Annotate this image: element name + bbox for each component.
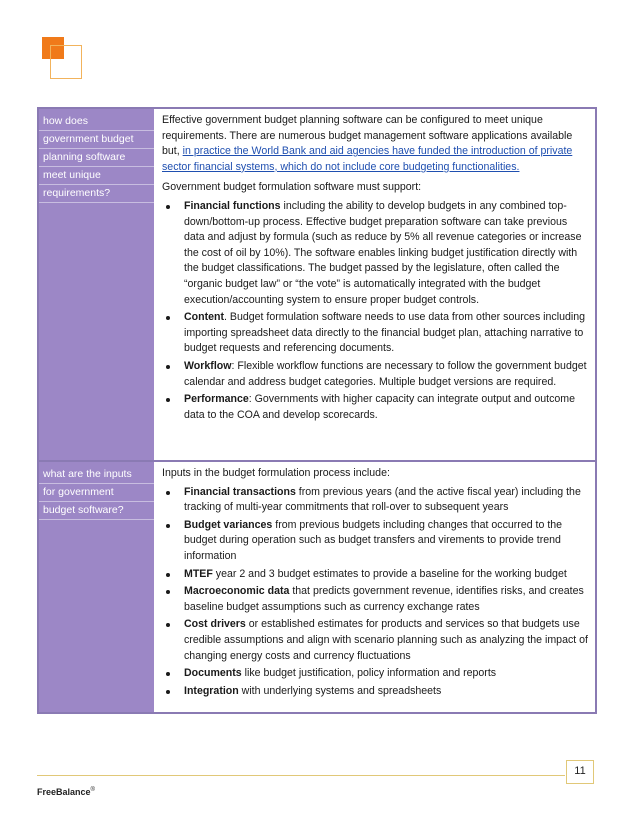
item-text: like budget justification, policy information and reports [241, 667, 497, 680]
content-table [37, 107, 597, 714]
table-row [39, 109, 595, 462]
inputs-list [162, 485, 588, 700]
registered-mark: ® [90, 787, 95, 793]
item-term: Budget variances [184, 518, 273, 531]
item-text: . Budget formulation software needs to use data from other sources including importing spreadsheet data directly to the financial budget plan, attaching narrative to budget requests and referencing documents. [184, 311, 585, 355]
bullet-icon [166, 398, 170, 402]
item-term: Integration [184, 684, 239, 697]
intro-text: Effective government budget planning software can be configured to meet unique requirements. There are numerous budget management software applications available but, [162, 114, 573, 158]
list-item [162, 518, 588, 565]
item-term: Financial functions [184, 199, 281, 212]
page-number: 11 [566, 760, 594, 784]
item-text: year 2 and 3 budget estimates to provide a baseline for the working budget [212, 567, 567, 580]
support-lead: Government budget formulation software must support: [162, 181, 422, 194]
item-term: Financial transactions [184, 485, 296, 498]
question-cell [39, 109, 154, 460]
question-cell [39, 462, 154, 712]
bullet-icon [166, 205, 170, 209]
list-item [162, 684, 588, 700]
question-text [39, 462, 154, 520]
bullet-icon [166, 524, 170, 528]
item-text: from previous years (and the active fiscal year) including the tracking of multi-year commitments that roll-over to subsequent years [184, 485, 581, 514]
answer-cell [156, 462, 595, 712]
bullet-icon [166, 690, 170, 694]
bullet-icon [166, 623, 170, 627]
item-text: including the ability to develop budgets in any combined top-down/bottom-up process. Effective budget preparation software can take previous data and adjust by formula (such as reduce by 5% all revenue categories or increase the cost of oil by 10%). The software enables linking budget justification directly with the budget classifications. The budget passed by the legislature, often called the “organic budget law” or “the vote” is automatically integrated with the budget execution/accounting system to ensure proper budget controls. [184, 199, 582, 306]
list-item [162, 567, 588, 583]
item-text: : Flexible workflow functions are necessary to follow the government budget calendar and address budget categories. Multiple budget versions are required. [184, 359, 587, 388]
item-text: from previous budgets including changes that occurred to the budget during operation such as budget transfers and virements to provide trend information [184, 518, 563, 562]
bullet-icon [166, 316, 170, 320]
item-term: Performance [184, 393, 249, 406]
question-text [39, 109, 154, 203]
logo-outline-square [50, 45, 82, 79]
list-item [162, 617, 588, 664]
list-item [162, 359, 588, 390]
item-term: Documents [184, 667, 242, 680]
bullet-icon [166, 491, 170, 495]
list-item [162, 584, 588, 615]
intro-paragraph [162, 113, 588, 175]
item-text: or established estimates for products and services so that budgets use credible assumptions and align with scenario planning such as analyzing the impact of changing energy costs and currency fluctuations [184, 618, 588, 662]
brand-name: FreeBalance [37, 787, 91, 797]
item-term: Content [184, 311, 225, 324]
bullet-icon [166, 573, 170, 577]
item-term: Macroeconomic data [184, 585, 290, 598]
question-line: how does [39, 113, 154, 131]
footer-rule [37, 775, 565, 776]
list-item [162, 199, 588, 308]
item-term: Workflow [184, 359, 232, 372]
item-term: MTEF [184, 567, 213, 580]
support-list [162, 199, 588, 423]
bullet-icon [166, 590, 170, 594]
list-item [162, 310, 588, 357]
item-term: Cost drivers [184, 618, 246, 631]
item-text: that predicts government revenue, identifies risks, and creates baseline budget assumptions such as currency exchange rates [184, 585, 584, 613]
footer-brand [37, 787, 95, 797]
question-line: planning software [39, 149, 154, 167]
list-item [162, 392, 588, 423]
question-line: meet unique [39, 167, 154, 185]
item-text: with underlying systems and spreadsheets [238, 684, 442, 697]
question-line: requirements? [39, 185, 154, 203]
question-line: government budget [39, 131, 154, 149]
question-line: what are the inputs [39, 466, 154, 484]
question-line: budget software? [39, 502, 154, 520]
bullet-icon [166, 365, 170, 369]
table-row [39, 462, 595, 712]
list-item [162, 485, 588, 516]
bullet-icon [166, 672, 170, 676]
list-item [162, 666, 588, 682]
item-text: : Governments with higher capacity can integrate output and outcome data to the COA and develop scorecards. [184, 393, 576, 421]
inputs-lead: Inputs in the budget formulation process include: [162, 467, 390, 479]
question-line: for government [39, 484, 154, 502]
answer-cell [156, 109, 595, 460]
intro-link[interactable]: in practice the World Bank and aid agencies have funded the introduction of private sector financial systems, which do not include core budgeting functionalities. [162, 145, 573, 173]
